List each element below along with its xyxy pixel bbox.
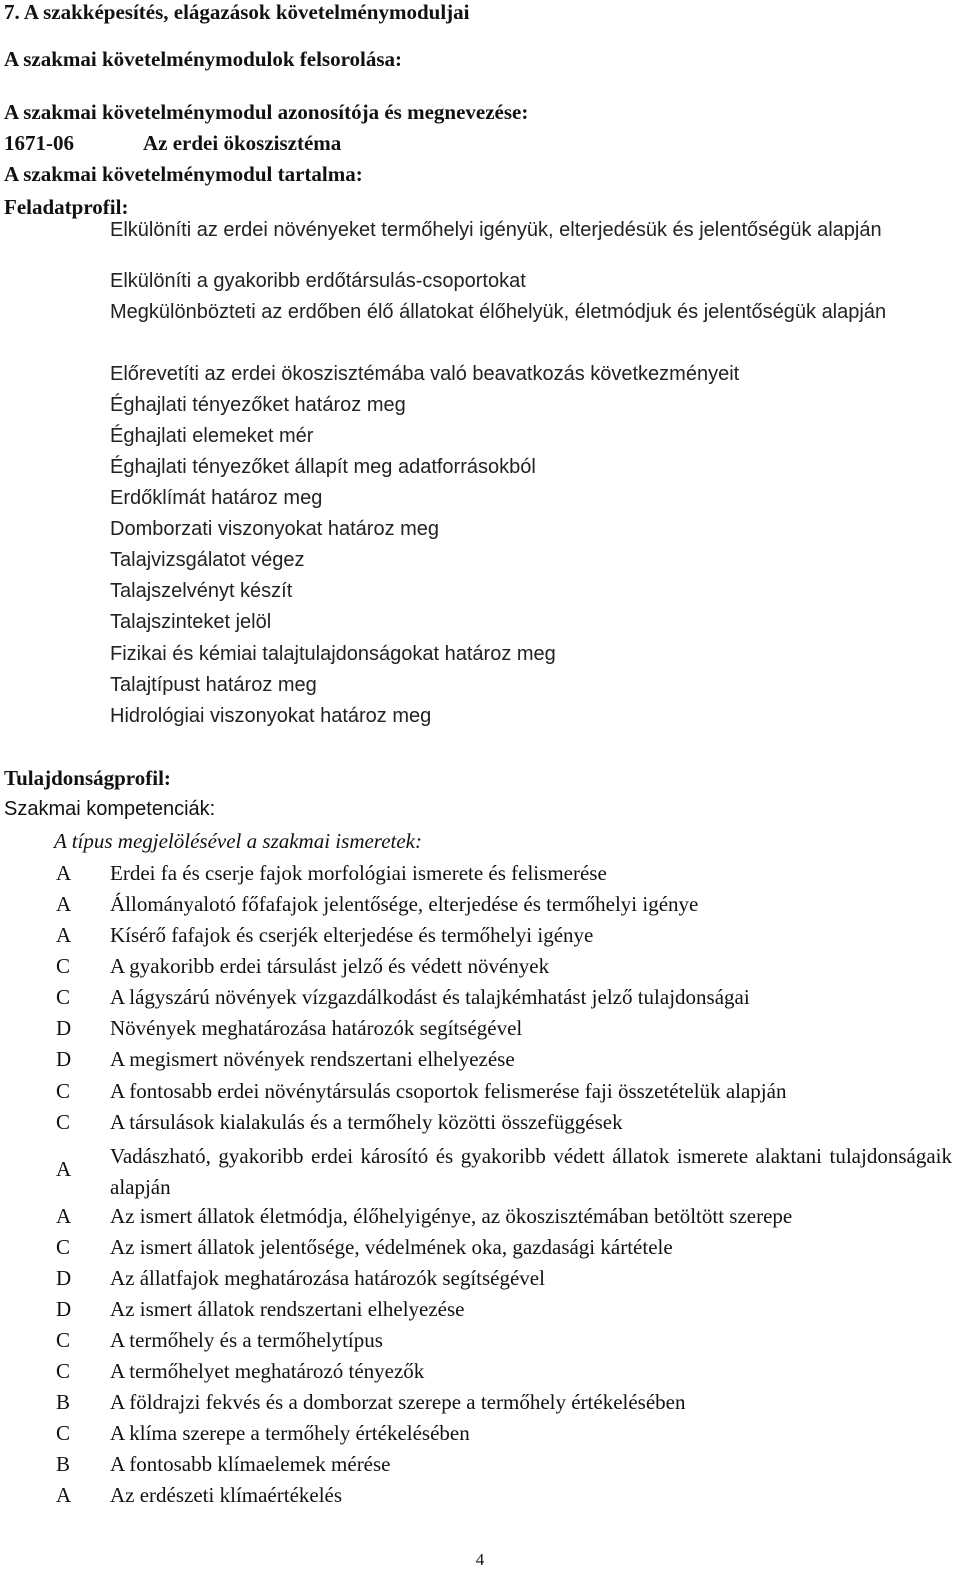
task-item: Talajvizsgálatot végez <box>110 549 305 571</box>
competency-text: A fontosabb erdei növénytársulás csoportok felismerése faji összetételük alapján <box>110 1079 787 1103</box>
competency-text: Az állatfajok meghatározása határozók segítségével <box>110 1266 545 1290</box>
task-profile-label: Feladatprofil: <box>4 195 129 219</box>
competency-code: C <box>56 985 71 1009</box>
competency-code: A <box>56 1483 72 1507</box>
task-item: Előrevetíti az erdei ökoszisztémába való beavatkozás következményeit <box>110 363 740 385</box>
section-heading: 7. A szakképesítés, elágazások követelménymoduljai <box>4 0 470 24</box>
task-item: Éghajlati tényezőket határoz meg <box>110 394 406 416</box>
competency-code: C <box>56 1235 71 1259</box>
task-item: Elkülöníti az erdei növényeket termőhelyi igényük, elterjedésük és jelentőségük alapján <box>110 219 882 241</box>
competency-text: A klíma szerepe a termőhely értékelésében <box>110 1421 470 1445</box>
competency-text: Állományalotó főfafajok jelentősége, elterjedése és termőhelyi igénye <box>110 892 699 916</box>
competency-code: A <box>56 1157 72 1181</box>
competency-text: A termőhely és a termőhelytípus <box>110 1328 383 1352</box>
competency-text: Az ismert állatok jelentősége, védelmének oka, gazdasági kártétele <box>110 1235 673 1259</box>
competency-text: A termőhelyet meghatározó tényezők <box>110 1359 425 1383</box>
competency-code: C <box>56 1079 71 1103</box>
competency-text: A lágyszárú növények vízgazdálkodást és talajkémhatást jelző tulajdonságai <box>110 985 750 1009</box>
modules-list-label: A szakmai követelménymodulok felsorolása: <box>4 47 403 71</box>
competency-text: Növények meghatározása határozók segítségével <box>110 1016 523 1040</box>
knowledge-label: A típus megjelölésével a szakmai ismeretek: <box>54 829 422 853</box>
competency-text: A földrajzi fekvés és a domborzat szerepe a termőhely értékelésében <box>110 1390 686 1414</box>
competency-text: A társulások kialakulás és a termőhely közötti összefüggések <box>110 1110 623 1134</box>
competency-text: Kísérő fafajok és cserjék elterjedése és termőhelyi igénye <box>110 923 594 947</box>
competency-code: A <box>56 923 72 947</box>
competency-text: Erdei fa és cserje fajok morfológiai ismerete és felismerése <box>110 861 607 885</box>
module-name: Az erdei ökoszisztéma <box>143 131 342 155</box>
task-item: Talajszinteket jelöl <box>110 611 272 633</box>
competency-code: C <box>56 1110 71 1134</box>
task-item: Elkülöníti a gyakoribb erdőtársulás-csoportokat <box>110 270 526 292</box>
task-item: Fizikai és kémiai talajtulajdonságokat határoz meg <box>110 643 556 665</box>
competency-code: C <box>56 1359 71 1383</box>
competency-code: A <box>56 861 72 885</box>
competency-code: C <box>56 954 71 978</box>
competency-text: A megismert növények rendszertani elhelyezése <box>110 1047 515 1071</box>
task-item: Talajszelvényt készít <box>110 580 293 602</box>
task-item: Megkülönbözteti az erdőben élő állatokat élőhelyük, életmódjuk és jelentőségük alapján <box>110 301 887 323</box>
property-profile-label: Tulajdonságprofil: <box>4 766 171 790</box>
task-item: Domborzati viszonyokat határoz meg <box>110 518 440 540</box>
competency-code: D <box>56 1016 72 1040</box>
module-content-label: A szakmai követelménymodul tartalma: <box>4 162 363 186</box>
competency-text: Vadászható, gyakoribb erdei károsító és gyakoribb védett állatok ismerete alaktani tulajdonságaik alapján <box>110 1144 952 1199</box>
competency-code: B <box>56 1390 71 1414</box>
task-item: Éghajlati tényezőket állapít meg adatforrásokból <box>110 456 536 478</box>
competency-text: A fontosabb klímaelemek mérése <box>110 1452 391 1476</box>
competency-code: B <box>56 1452 71 1476</box>
competency-code: D <box>56 1297 72 1321</box>
task-item: Éghajlati elemeket mér <box>110 425 314 447</box>
task-item: Erdőklímát határoz meg <box>110 487 323 509</box>
competency-code: A <box>56 1204 72 1228</box>
module-code: 1671-06 <box>4 131 74 155</box>
competency-code: D <box>56 1266 72 1290</box>
page-number: 4 <box>475 1550 485 1569</box>
competency-code: A <box>56 892 72 916</box>
competency-text: A gyakoribb erdei társulást jelző és védett növények <box>110 954 550 978</box>
competency-code: C <box>56 1328 71 1352</box>
task-item: Talajtípust határoz meg <box>110 674 317 696</box>
competencies-label: Szakmai kompetenciák: <box>4 798 216 820</box>
competency-text: Az ismert állatok rendszertani elhelyezése <box>110 1297 465 1321</box>
module-id-label: A szakmai követelménymodul azonosítója és megnevezése: <box>4 100 529 124</box>
task-item: Hidrológiai viszonyokat határoz meg <box>110 705 432 727</box>
competency-code: D <box>56 1047 72 1071</box>
competency-text: Az erdészeti klímaértékelés <box>110 1483 343 1507</box>
competency-text: Az ismert állatok életmódja, élőhelyigénye, az ökoszisztémában betöltött szerepe <box>110 1204 793 1228</box>
competency-code: C <box>56 1421 71 1445</box>
